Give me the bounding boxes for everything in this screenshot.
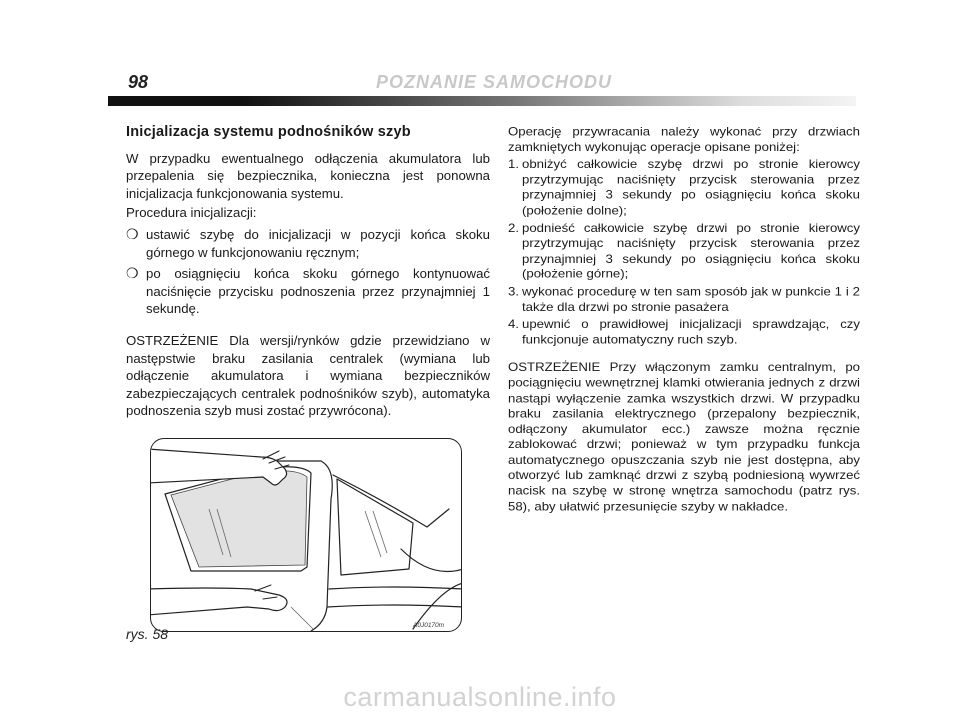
warning-paragraph: OSTRZEŻENIE Przy włączonym zamku centralnym, po pociągnięciu wewnętrznej klamki otwierania jednych z drzwi nastąpi wyłączenie zamka wszystkich drzwi. W przypadku braku zasilania elektrycznego (przepalony bezpiecznik, odłączony akumulator ecc.) zawsze można ręcznie zablokować drzwi; ponieważ w tym przypadku funkcja automatycznego opuszczania szyb nie jest dostępna, aby otworzyć lub zamknąć drzwi z szybą podniesioną wywrzeć nacisk na szybę w stronę wnętrza samochodu (patrz rys. 58), aby ułatwić przesunięcie szyby w nakładce.	[508, 360, 860, 513]
circle-bullet-icon: ❍	[126, 225, 139, 242]
left-column	[126, 124, 490, 420]
section-heading: Inicjalizacja systemu podnośników szyb	[126, 124, 411, 140]
lower-hand-shape	[151, 588, 287, 615]
window-glass-shape	[171, 471, 307, 567]
bullet-text: ustawić szybę do inicjalizacji w pozycji końca skoku górnego w funkcjonowaniu ręcznym;	[146, 226, 490, 260]
bullet-item	[126, 226, 490, 261]
figure-caption: rys. 58	[126, 626, 169, 642]
step-number: 3.	[508, 284, 519, 298]
car-window-hands-illustration	[151, 439, 461, 631]
step-text: upewnić o prawidłowej inicjalizacji sprawdzając, czy funkcjonuje automatyczny ruch szyb.	[522, 317, 860, 346]
header-rule	[108, 96, 856, 106]
circle-bullet-icon: ❍	[126, 265, 139, 282]
page-number: 98	[128, 72, 149, 92]
figure-frame	[150, 438, 462, 632]
step-item	[508, 220, 860, 282]
intro-paragraph: Operację przywracania należy wykonać przy drzwiach zamkniętych wykonując operacje opisane poniżej:	[508, 124, 860, 154]
figure-code: A0J0170m	[413, 622, 445, 629]
right-column	[508, 124, 860, 514]
step-text: podnieść całkowicie szybę drzwi po stronie kierowcy przytrzymując naciśnięty przycisk sterowania przez przynajmniej 3 sekundy po osiągnięciu końca skoku (położenie górne);	[522, 221, 860, 281]
step-number: 1.	[508, 157, 519, 171]
step-item	[508, 316, 860, 347]
running-head: POZNANIE SAMOCHODU	[376, 72, 613, 92]
bullet-item	[126, 265, 490, 318]
step-text: obniżyć całkowicie szybę drzwi po stronie kierowcy przytrzymując naciśnięty przycisk sterowania przez przynajmniej 3 sekundy po osiągnięciu końca skoku (położenie dolne);	[522, 157, 860, 218]
step-number: 4.	[508, 317, 519, 331]
step-text: wykonać procedurę w ten sam sposób jak w punkcie 1 i 2 także dla drzwi po stronie pasażera	[522, 284, 860, 314]
bullet-text: po osiągnięciu końca skoku górnego kontynuować naciśnięcie przycisku podnoszenia przez przynajmniej 1 sekundę.	[146, 266, 490, 317]
step-item	[508, 284, 860, 315]
intro-paragraph: W przypadku ewentualnego odłączenia akumulatora lub przepalenia się bezpiecznika, konieczna jest ponowna inicjalizacja funkcjonowania systemu.	[126, 150, 490, 201]
step-item	[508, 157, 860, 219]
step-number: 2.	[508, 221, 519, 235]
upper-hand-shape	[151, 449, 287, 485]
warning-paragraph: OSTRZEŻENIE Dla wersji/rynków gdzie przewidziano w następstwie braku zasilania centralek (wymiana lub odłączenie akumulatora i wymiana bezpieczników zabezpieczających centralek podnośników szyb), automatyka podnoszenia szyb musi zostać przywrócona).	[126, 332, 490, 419]
watermark: carmanualsonline.info	[343, 682, 617, 712]
procedure-label: Procedura inicjalizacji:	[126, 205, 257, 221]
